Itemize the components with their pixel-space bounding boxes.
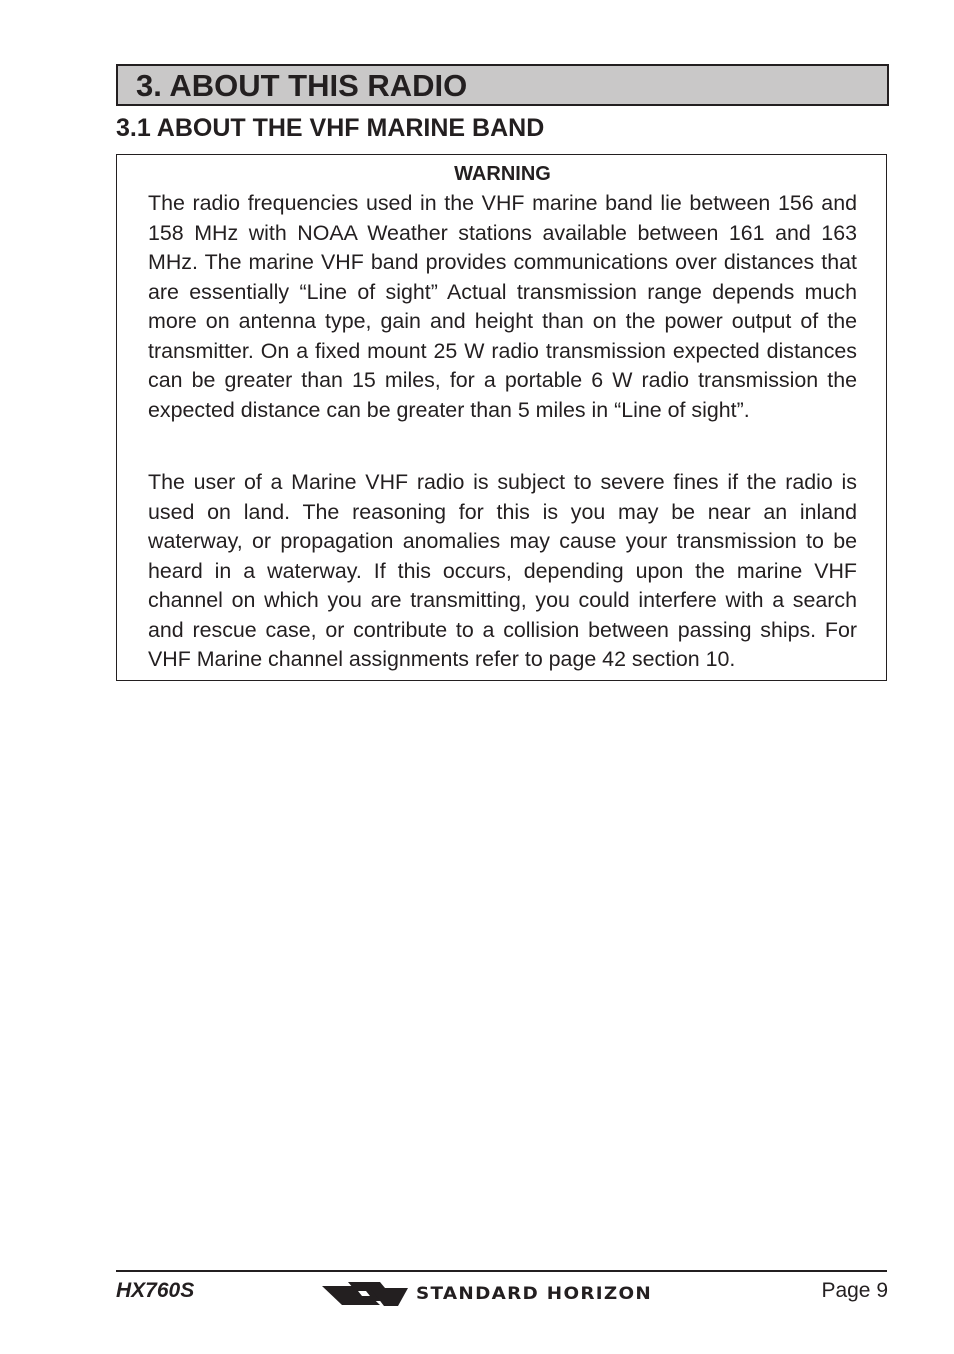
warning-heading: WARNING [454,163,551,185]
warning-box [116,154,887,681]
section-title: 3.1 ABOUT THE VHF MARINE BAND [116,114,545,142]
chapter-title: 3. ABOUT THIS RADIO [136,68,468,103]
page-number: Page 9 [821,1279,888,1302]
warning-paragraph: The radio frequencies used in the VHF marine band lie between 156 and 158 MHz with NOAA Weather stations available between 161 and 163 MHz. The marine VHF band provides communications over distances that are essentially “Line of sight” Actual transmission range depends much more on antenna type, gain and height than on the power output of the transmitter. On a fixed mount 25 W radio transmission expected distances can be greater than 15 miles, for a portable 6 W radio transmission the expected distance can be greater than 5 miles in “Line of sight”. [148,191,857,422]
standard-horizon-logo-icon [322,1279,408,1309]
footer-divider [116,1270,887,1272]
warning-paragraph: The user of a Marine VHF radio is subject to severe fines if the radio is used on land. The reasoning for this is you may be near an inland waterway, or propagation anomalies may cause your transmission to be heard in a waterway. If this occurs, depending upon the marine VHF channel on which you are transmitting, you could interfere with a search and rescue case, or contribute to a collision between passing ships. For VHF Marine channel assignments refer to page 42 section 10. [148,470,857,671]
brand-name: STANDARD HORIZON [416,1284,653,1304]
chapter-header [116,64,889,106]
brand-logo [322,1279,653,1309]
footer-model-name: HX760S [116,1279,195,1302]
